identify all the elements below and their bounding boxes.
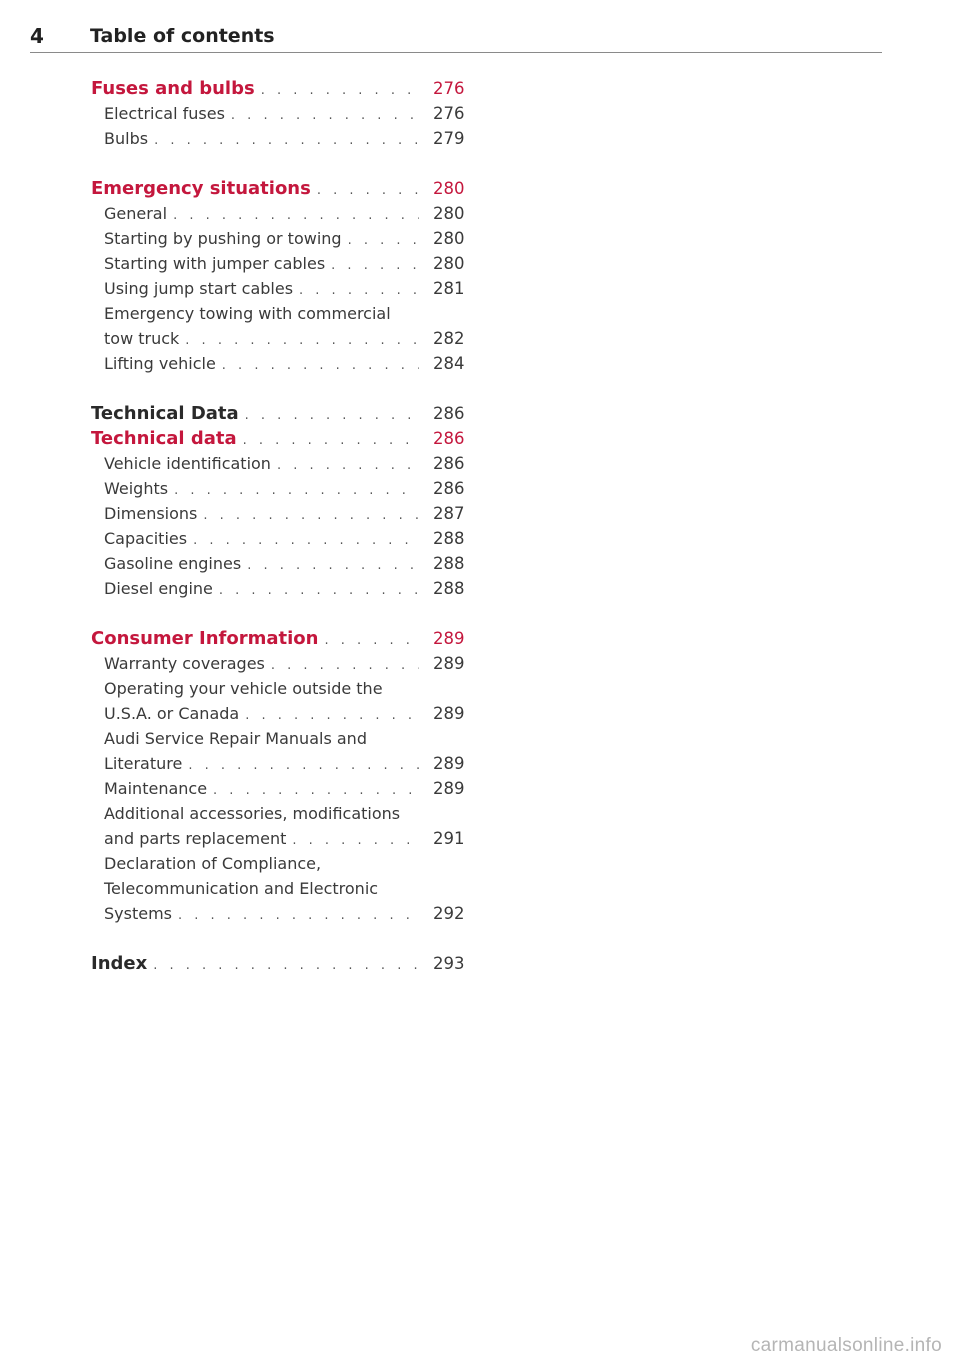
toc-page-number: 289 <box>433 779 465 798</box>
toc-entry[interactable] <box>91 576 471 601</box>
leader-dots <box>193 528 419 553</box>
watermark: carmanualsonline.info <box>750 1335 942 1356</box>
leader-dots <box>277 453 419 478</box>
toc-section-fuses-and-bulbs[interactable] <box>91 76 471 101</box>
toc-entry-label: Bulbs <box>104 129 149 148</box>
toc-entry-label: Weights <box>104 479 169 498</box>
toc-entry[interactable] <box>91 751 471 776</box>
toc-entry-label: Gasoline engines <box>104 554 242 573</box>
toc-page-number: 288 <box>433 579 465 598</box>
leader-dots <box>245 703 419 728</box>
toc-entry[interactable] <box>91 551 471 576</box>
toc-section-emergency-situations[interactable] <box>91 176 471 201</box>
leader-dots <box>188 753 419 778</box>
toc-section-title: Consumer Information <box>91 628 319 649</box>
leader-dots <box>203 503 419 528</box>
leader-dots <box>331 253 419 278</box>
leader-dots <box>324 628 419 653</box>
leader-dots <box>292 828 419 853</box>
toc-page-number: 289 <box>433 629 465 648</box>
toc-page-number: 276 <box>433 79 465 98</box>
toc-page-number: 288 <box>433 529 465 548</box>
toc-entry-label: Warranty coverages <box>104 654 265 673</box>
toc-page-number: 286 <box>433 404 465 423</box>
leader-dots <box>174 478 419 503</box>
toc-entry-label: U.S.A. or Canada <box>104 704 240 723</box>
toc-page-number: 284 <box>433 354 465 373</box>
toc-entry-label-line: Emergency towing with commercial <box>104 304 391 323</box>
leader-dots <box>231 103 419 128</box>
table-of-contents <box>91 76 471 976</box>
toc-entry[interactable] <box>91 326 471 351</box>
toc-page-number: 286 <box>433 479 465 498</box>
leader-dots <box>213 778 419 803</box>
toc-entry[interactable] <box>91 126 471 151</box>
toc-page-number: 292 <box>433 904 465 923</box>
toc-entry-label: General <box>104 204 168 223</box>
toc-entry-label: Starting by pushing or towing <box>104 229 342 248</box>
toc-entry[interactable] <box>91 701 471 726</box>
toc-entry-label: Capacities <box>104 529 188 548</box>
leader-dots <box>348 228 419 253</box>
toc-entry-label: Using jump start cables <box>104 279 294 298</box>
page-number: 4 <box>30 24 44 48</box>
toc-entry-label: Lifting vehicle <box>104 354 216 373</box>
toc-entry[interactable] <box>91 351 471 376</box>
toc-page-number: 280 <box>433 229 465 248</box>
toc-entry[interactable] <box>91 276 471 301</box>
toc-page-number: 276 <box>433 104 465 123</box>
toc-entry[interactable] <box>91 201 471 226</box>
toc-part-technical-data[interactable] <box>91 401 471 426</box>
toc-entry-label: Vehicle identification <box>104 454 271 473</box>
leader-dots <box>222 353 419 378</box>
toc-entry-label: and parts replacement <box>104 829 287 848</box>
toc-entry-label-line: Operating your vehicle outside the <box>104 679 383 698</box>
toc-section-title: Index <box>91 953 148 974</box>
toc-entry[interactable] <box>91 901 471 926</box>
toc-section-title: Fuses and bulbs <box>91 78 255 99</box>
leader-dots <box>245 403 419 428</box>
leader-dots <box>153 953 419 978</box>
toc-page-number: 286 <box>433 454 465 473</box>
toc-page-number: 287 <box>433 504 465 523</box>
toc-entry-label: Maintenance <box>104 779 208 798</box>
toc-section-technical-data[interactable] <box>91 426 471 451</box>
toc-page-number: 286 <box>433 429 465 448</box>
leader-dots <box>243 428 419 453</box>
toc-page-number: 289 <box>433 704 465 723</box>
toc-page-number: 279 <box>433 129 465 148</box>
leader-dots <box>154 128 419 153</box>
leader-dots <box>299 278 419 303</box>
leader-dots <box>185 328 419 353</box>
toc-entry[interactable] <box>91 451 471 476</box>
toc-section-consumer-information[interactable] <box>91 626 471 651</box>
toc-entry[interactable] <box>91 526 471 551</box>
toc-page-number: 288 <box>433 554 465 573</box>
toc-page-number: 289 <box>433 654 465 673</box>
toc-page-number: 293 <box>433 954 465 973</box>
toc-page-number: 281 <box>433 279 465 298</box>
toc-page-number: 282 <box>433 329 465 348</box>
toc-entry[interactable] <box>91 101 471 126</box>
toc-entry-label-line: Declaration of Compliance, <box>104 854 322 873</box>
toc-page-number: 280 <box>433 179 465 198</box>
toc-entry-label-line: Additional accessories, modifications <box>104 804 401 823</box>
toc-page-number: 291 <box>433 829 465 848</box>
toc-entry-label: Diesel engine <box>104 579 213 598</box>
toc-section-title: Technical Data <box>91 403 239 424</box>
toc-entry[interactable] <box>91 826 471 851</box>
leader-dots <box>261 78 419 103</box>
toc-entry-label: Electrical fuses <box>104 104 225 123</box>
toc-entry-label: tow truck <box>104 329 180 348</box>
toc-entry[interactable] <box>91 501 471 526</box>
leader-dots <box>271 653 419 678</box>
toc-page-number: 280 <box>433 254 465 273</box>
page-header <box>30 22 882 53</box>
page-title: Table of contents <box>90 25 275 47</box>
toc-page-number: 280 <box>433 204 465 223</box>
toc-entry[interactable] <box>91 251 471 276</box>
toc-section-index[interactable] <box>91 951 471 976</box>
toc-entry-label-line: Audi Service Repair Manuals and <box>104 729 367 748</box>
leader-dots <box>173 203 419 228</box>
toc-entry[interactable] <box>91 651 471 676</box>
toc-entry[interactable] <box>91 226 471 251</box>
toc-entry[interactable] <box>91 776 471 801</box>
toc-page-number: 289 <box>433 754 465 773</box>
toc-entry-label: Systems <box>104 904 172 923</box>
leader-dots <box>178 903 419 928</box>
leader-dots <box>317 178 419 203</box>
toc-section-title: Emergency situations <box>91 178 311 199</box>
toc-entry-label: Literature <box>104 754 183 773</box>
leader-dots <box>247 553 419 578</box>
toc-entry[interactable] <box>91 476 471 501</box>
toc-entry-label-line: Telecommunication and Electronic <box>104 879 379 898</box>
toc-entry-label: Starting with jumper cables <box>104 254 326 273</box>
leader-dots <box>219 578 419 603</box>
toc-entry-label: Dimensions <box>104 504 198 523</box>
toc-section-title: Technical data <box>91 428 237 449</box>
